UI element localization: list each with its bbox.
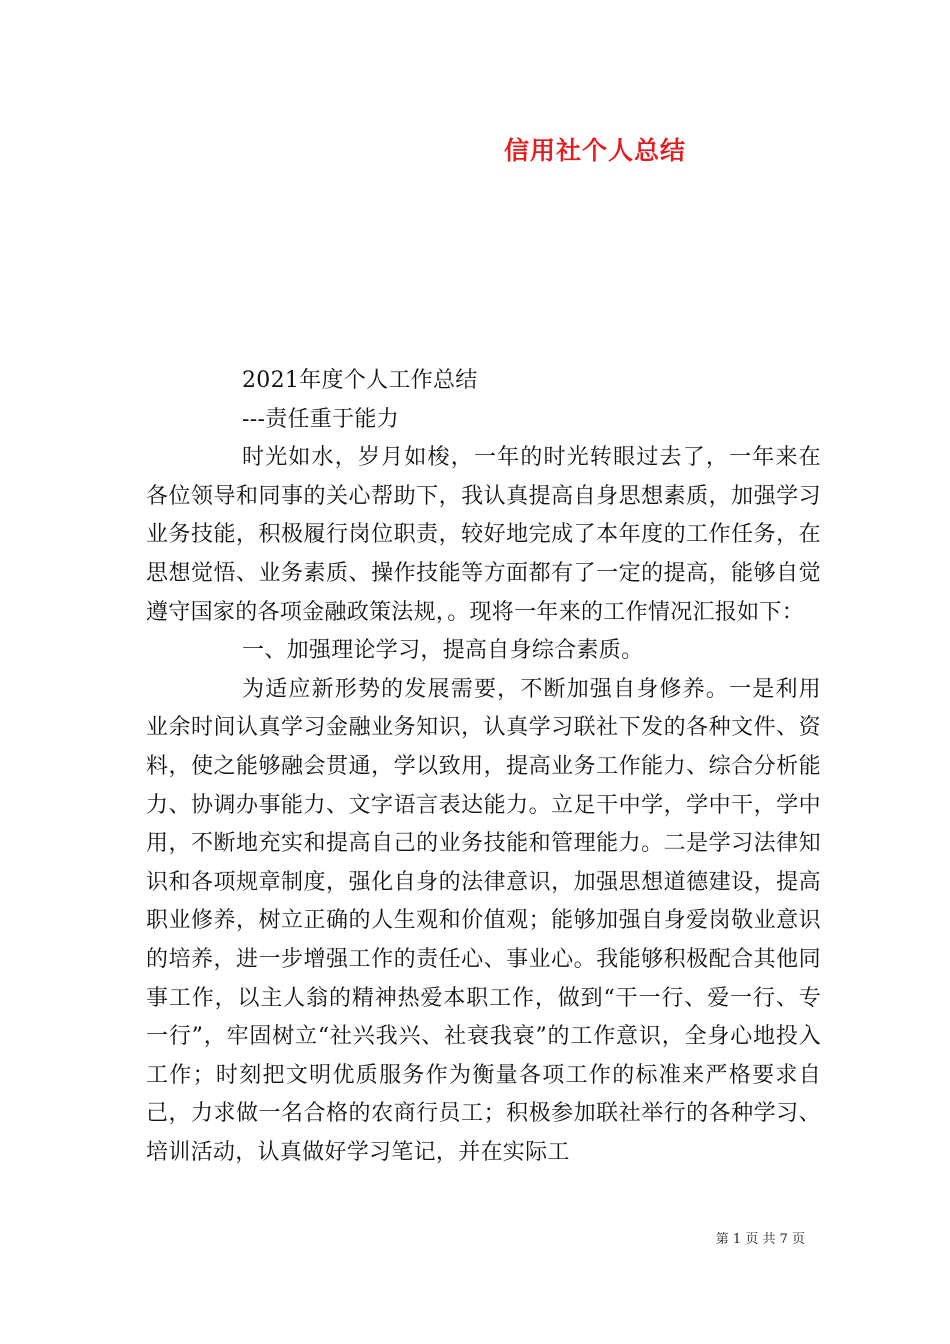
paragraph-intro: 时光如水，岁月如梭，一年的时光转眼过去了，一年来在各位领导和同事的关心帮助下，我认真提高自身思想素质，加强学习业务技能，积极履行岗位职责，较好地完成了本年度的工作任务，在思想觉悟、业务素质、操作技能等方面都有了一定的提高，能够自觉遵守国家的各项金融政策法规，。现将一年来的工作情况汇报如下： (146, 445, 821, 625)
section-heading-1: 一、加强理论学习，提高自身综合素质。 (242, 638, 644, 664)
document-title: 信用社个人总结 (503, 136, 686, 165)
paragraph-section-1: 为适应新形势的发展需要，不断加强自身修养。一是利用业余时间认真学习金融业务知识，认真学习联社下发的各种文件、资料，使之能够融会贯通，学以致用，提高业务工作能力、综合分析能力、协调办事能力、文字语言表达能力。立足干中学，学中干，学中用，不断地充实和提高自己的业务技能和管理能力。二是学习法律知识和各项规章制度，强化自身的法律意识，加强思想道德建设，提高职业修养，树立正确的人生观和价值观；能够加强自身爱岗敬业意识的培养，进一步增强工作的责任心、事业心。我能够积极配合其他同事工作，以主人翁的精神热爱本职工作，做到“干一行、爱一行、专一行”，牢固树立“社兴我兴、社衰我衰”的工作意识，全身心地投入工作；时刻把文明优质服务作为衡量各项工作的标准来严格要求自己，力求做一名合格的农商行员工；积极参加联社举行的各种学习、培训活动，认真做好学习笔记，并在实际工 (146, 676, 821, 1165)
page-number: 第 1 页 共 7 页 (715, 1232, 805, 1247)
document-body (146, 362, 821, 1172)
document-subheading: ---责任重于能力 (242, 406, 400, 432)
document-heading: 2021年度个人工作总结 (242, 368, 478, 393)
